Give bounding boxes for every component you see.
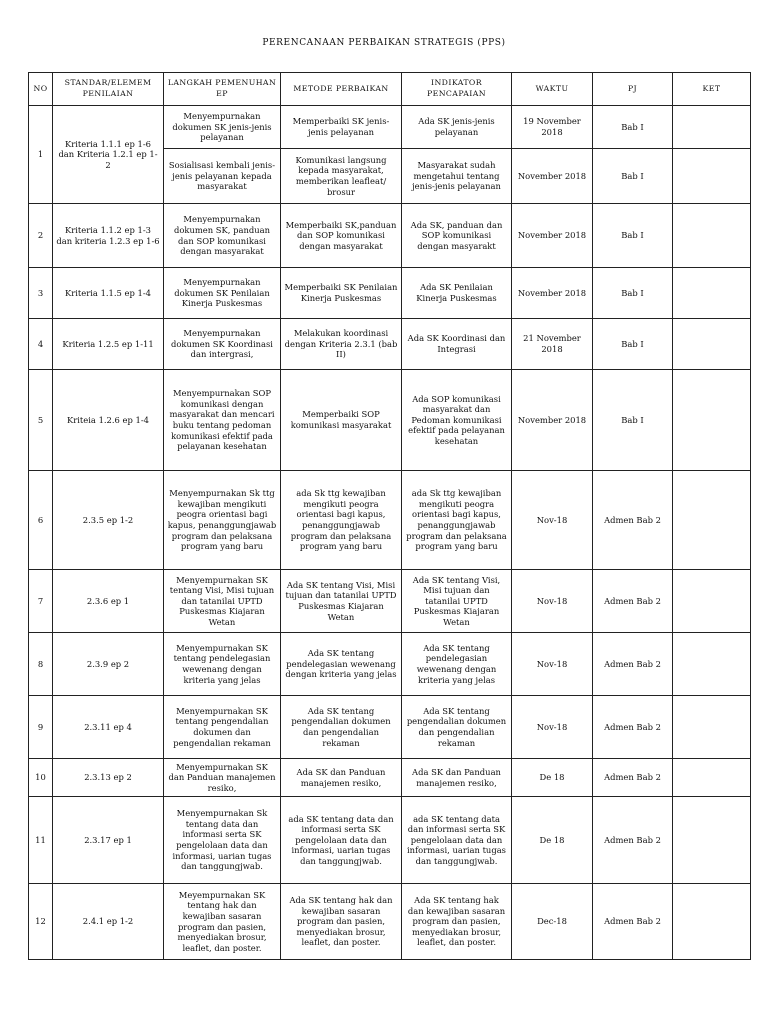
cell-waktu: Dec-18	[512, 884, 593, 960]
cell-pj: Bab I	[593, 204, 673, 268]
table-row	[29, 319, 751, 370]
cell-ket	[673, 797, 751, 884]
cell-standar: 2.3.5 ep 1-2	[53, 471, 164, 570]
cell-waktu: 21 November 2018	[512, 319, 593, 370]
cell-standar: Kriteria 1.1.1 ep 1-6 dan Kriteria 1.2.1 ep 1-2	[53, 106, 164, 204]
cell-pj: Bab I	[593, 319, 673, 370]
table-row	[29, 268, 751, 319]
cell-standar: Kriteria 1.1.5 ep 1-4	[53, 268, 164, 319]
cell-langkah: Menyempurnakan SOP komunikasi dengan masyarakat dan mencari buku tentang pedoman komunikasi efektif pada pelayanan kesehatan	[164, 370, 281, 471]
cell-indikator: Ada SK tentang hak dan kewajiban sasaran program dan pasien, menyediakan brosur, leaflet, dan poster.	[402, 884, 512, 960]
cell-indikator: Ada SK tentang Visi, Misi tujuan dan tatanilai UPTD Puskesmas Kiajaran Wetan	[402, 570, 512, 633]
cell-standar: Kriteria 1.1.2 ep 1-3 dan kriteria 1.2.3 ep 1-6	[53, 204, 164, 268]
cell-ket	[673, 149, 751, 204]
cell-ket	[673, 696, 751, 759]
header-waktu: WAKTU	[512, 73, 593, 106]
cell-waktu: 19 November 2018	[512, 106, 593, 149]
cell-ket	[673, 319, 751, 370]
header-row	[29, 73, 751, 106]
cell-standar: Kriteia 1.2.6 ep 1-4	[53, 370, 164, 471]
cell-indikator: Masyarakat sudah mengetahui tentang jenis-jenis pelayanan	[402, 149, 512, 204]
cell-waktu: Nov-18	[512, 570, 593, 633]
cell-standar: 2.4.1 ep 1-2	[53, 884, 164, 960]
cell-langkah: Menyempurnakan dokumen SK Penilaian Kinerja Puskesmas	[164, 268, 281, 319]
cell-waktu: De 18	[512, 797, 593, 884]
cell-ket	[673, 884, 751, 960]
header-pj: PJ	[593, 73, 673, 106]
cell-metode: Memperbaiki SK Penilaian Kinerja Puskesmas	[281, 268, 402, 319]
cell-standar: 2.3.13 ep 2	[53, 759, 164, 797]
cell-waktu: November 2018	[512, 370, 593, 471]
cell-pj: Admen Bab 2	[593, 471, 673, 570]
cell-indikator: Ada SOP komunikasi masyarakat dan Pedoman komunikasi efektif pada pelayanan kesehatan	[402, 370, 512, 471]
cell-ket	[673, 204, 751, 268]
cell-pj: Bab I	[593, 370, 673, 471]
cell-metode: Memperbaiki SK jenis-jenis pelayanan	[281, 106, 402, 149]
table-row	[29, 696, 751, 759]
cell-waktu: November 2018	[512, 268, 593, 319]
cell-langkah: Menyempurnakan SK tentang pengendalian dokumen dan pengendalian rekaman	[164, 696, 281, 759]
cell-no: 12	[29, 884, 53, 960]
cell-indikator: Ada SK jenis-jenis pelayanan	[402, 106, 512, 149]
table-row	[29, 204, 751, 268]
cell-metode: Memperbaiki SOP komunikasi masyarakat	[281, 370, 402, 471]
cell-waktu: Nov-18	[512, 633, 593, 696]
cell-metode: Komunikasi langsung kepada masyarakat, memberikan leafleat/ brosur	[281, 149, 402, 204]
cell-standar: Kriteria 1.2.5 ep 1-11	[53, 319, 164, 370]
cell-ket	[673, 471, 751, 570]
cell-waktu: De 18	[512, 759, 593, 797]
cell-pj: Bab I	[593, 106, 673, 149]
table-row	[29, 370, 751, 471]
cell-langkah: Sosialisasi kembali jenis-jenis pelayanan kepada masyarakat	[164, 149, 281, 204]
cell-metode: Ada SK tentang pendelegasian wewenang dengan kriteria yang jelas	[281, 633, 402, 696]
cell-langkah: Meyempurnakan SK tentang hak dan kewajiban sasaran program dan pasien, menyediakan brosur, leaflet, dan poster.	[164, 884, 281, 960]
cell-langkah: Menyempurnakan Sk ttg kewajiban mengikuti peogra orientasi bagi kapus, penanggungjawab program dan pelaksana program yang baru	[164, 471, 281, 570]
table-row	[29, 471, 751, 570]
cell-ket	[673, 370, 751, 471]
header-no: NO	[29, 73, 53, 106]
cell-waktu: Nov-18	[512, 471, 593, 570]
cell-no: 7	[29, 570, 53, 633]
pps-table	[28, 72, 751, 960]
cell-no: 5	[29, 370, 53, 471]
cell-no: 2	[29, 204, 53, 268]
cell-pj: Admen Bab 2	[593, 696, 673, 759]
cell-waktu: November 2018	[512, 149, 593, 204]
cell-ket	[673, 268, 751, 319]
cell-langkah: Menyempurnakan SK tentang pendelegasian wewenang dengan kriteria yang jelas	[164, 633, 281, 696]
cell-pj: Bab I	[593, 149, 673, 204]
header-ket: KET	[673, 73, 751, 106]
cell-langkah: Menyempurnakan dokumen SK Koordinasi dan intergrasi,	[164, 319, 281, 370]
cell-indikator: Ada SK dan Panduan manajemen resiko,	[402, 759, 512, 797]
cell-indikator: Ada SK tentang pengendalian dokumen dan pengendalian rekaman	[402, 696, 512, 759]
cell-standar: 2.3.11 ep 4	[53, 696, 164, 759]
cell-metode: Melakukan koordinasi dengan Kriteria 2.3.1 (bab II)	[281, 319, 402, 370]
cell-langkah: Menyempurnakan dokumen SK jenis-jenis pelayanan	[164, 106, 281, 149]
cell-metode: ada SK tentang data dan informasi serta SK pengelolaan data dan informasi, uarian tugas dan tanggungjwab.	[281, 797, 402, 884]
cell-indikator: ada Sk ttg kewajiban mengikuti peogra orientasi bagi kapus, penanggungjawab program dan pelaksana program yang baru	[402, 471, 512, 570]
cell-no: 3	[29, 268, 53, 319]
cell-pj: Admen Bab 2	[593, 797, 673, 884]
header-metode: METODE PERBAIKAN	[281, 73, 402, 106]
cell-waktu: November 2018	[512, 204, 593, 268]
table-row	[29, 797, 751, 884]
cell-pj: Admen Bab 2	[593, 759, 673, 797]
cell-metode: Memperbaiki SK,panduan dan SOP komunikasi dengan masyarakat	[281, 204, 402, 268]
cell-indikator: ada SK tentang data dan informasi serta SK pengelolaan data dan informasi, uarian tugas dan tanggungjwab.	[402, 797, 512, 884]
cell-indikator: Ada SK Penilaian Kinerja Puskesmas	[402, 268, 512, 319]
cell-standar: 2.3.9 ep 2	[53, 633, 164, 696]
table-row	[29, 884, 751, 960]
cell-standar: 2.3.17 ep 1	[53, 797, 164, 884]
document-title: PERENCANAAN PERBAIKAN STRATEGIS (PPS)	[262, 38, 506, 48]
header-indikator: INDIKATOR PENCAPAIAN	[402, 73, 512, 106]
table-row	[29, 106, 751, 149]
cell-pj: Admen Bab 2	[593, 633, 673, 696]
cell-metode: ada Sk ttg kewajiban mengikuti peogra orientasi bagi kapus, penanggungjawab program dan pelaksana program yang baru	[281, 471, 402, 570]
table-row	[29, 570, 751, 633]
cell-ket	[673, 570, 751, 633]
cell-indikator: Ada SK tentang pendelegasian wewenang dengan kriteria yang jelas	[402, 633, 512, 696]
cell-no: 4	[29, 319, 53, 370]
cell-metode: Ada SK tentang Visi, Misi tujuan dan tatanilai UPTD Puskesmas Kiajaran Wetan	[281, 570, 402, 633]
cell-langkah: Menyempurnakan Sk tentang data dan informasi serta SK pengelolaan data dan informasi, uarian tugas dan tanggungjwab.	[164, 797, 281, 884]
cell-metode: Ada SK dan Panduan manajemen resiko,	[281, 759, 402, 797]
cell-no: 11	[29, 797, 53, 884]
cell-ket	[673, 106, 751, 149]
cell-indikator: Ada SK Koordinasi dan Integrasi	[402, 319, 512, 370]
cell-ket	[673, 633, 751, 696]
cell-pj: Admen Bab 2	[593, 570, 673, 633]
cell-no: 9	[29, 696, 53, 759]
header-langkah: LANGKAH PEMENUHAN EP	[164, 73, 281, 106]
cell-pj: Bab I	[593, 268, 673, 319]
table-row	[29, 759, 751, 797]
table-row	[29, 633, 751, 696]
cell-waktu: Nov-18	[512, 696, 593, 759]
cell-indikator: Ada SK, panduan dan SOP komunikasi dengan masyarakt	[402, 204, 512, 268]
cell-langkah: Menyempurnakan SK dan Panduan manajemen resiko,	[164, 759, 281, 797]
cell-metode: Ada SK tentang hak dan kewajiban sasaran program dan pasien, menyediakan brosur, leaflet, dan poster.	[281, 884, 402, 960]
header-standar: STANDAR/ELEMEM PENILAIAN	[53, 73, 164, 106]
cell-ket	[673, 759, 751, 797]
cell-standar: 2.3.6 ep 1	[53, 570, 164, 633]
cell-metode: Ada SK tentang pengendalian dokumen dan pengendalian rekaman	[281, 696, 402, 759]
cell-langkah: Menyempurnakan SK tentang Visi, Misi tujuan dan tatanilai UPTD Puskesmas Kiajaran Wetan	[164, 570, 281, 633]
cell-no: 6	[29, 471, 53, 570]
cell-no: 1	[29, 106, 53, 204]
cell-langkah: Menyempurnakan dokumen SK, panduan dan SOP komunikasi dengan masyarakat	[164, 204, 281, 268]
cell-pj: Admen Bab 2	[593, 884, 673, 960]
cell-no: 10	[29, 759, 53, 797]
cell-no: 8	[29, 633, 53, 696]
